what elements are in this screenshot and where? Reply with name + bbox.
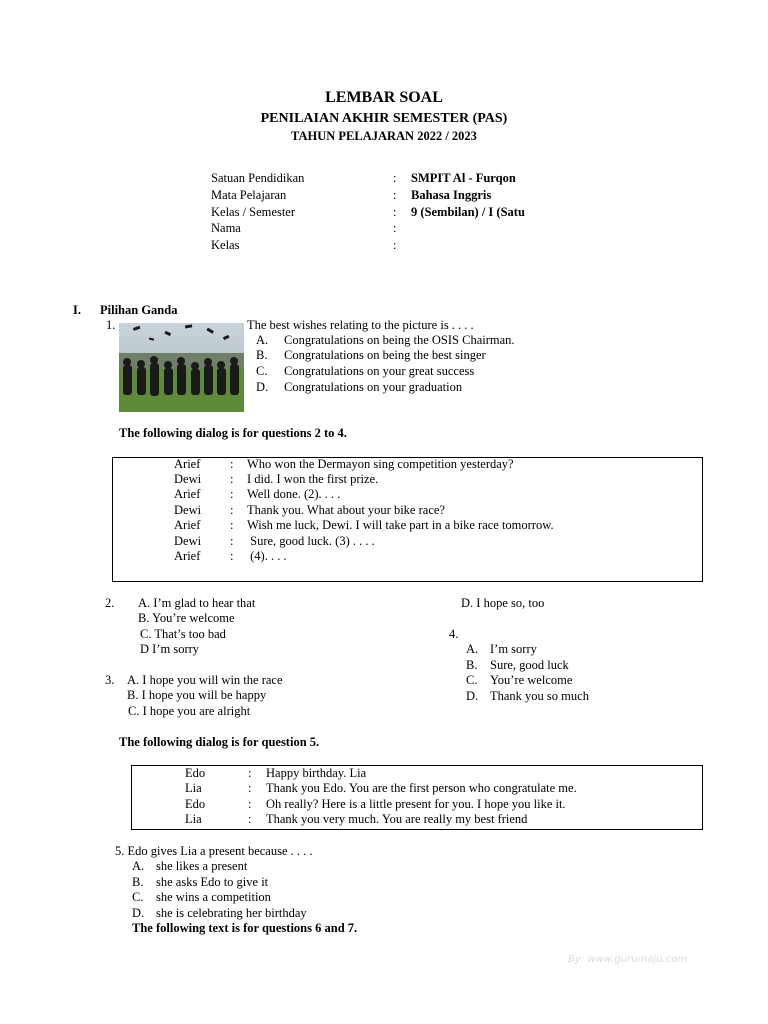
dialog-speaker: Dewi [174,503,202,517]
option-letter: C. [132,890,144,904]
question-number: 1. [106,318,116,332]
info-label: Satuan Pendidikan [211,171,305,185]
option-text: C. I hope you are alright [128,704,251,718]
option-letter: D. [466,689,479,703]
dialog-colon: : [230,487,234,501]
info-colon: : [393,205,397,219]
info-label: Kelas / Semester [211,205,296,219]
watermark: By: www.gurumaju.com [568,954,688,965]
option-text: C. That’s too bad [140,627,226,641]
info-value: 9 (Sembilan) / I (Satu [411,205,525,219]
question-number: 4. [449,627,459,641]
dialog-speaker: Arief [174,457,201,471]
option-text: Congratulations on being the best singer [284,348,486,362]
dialog-speaker: Lia [185,781,202,795]
dialog-speaker: Dewi [174,534,202,548]
dialog-colon: : [230,457,234,471]
dialog-speaker: Arief [174,549,201,563]
option-text: A. I hope you will win the race [127,673,283,687]
page-title: LEMBAR SOAL [325,89,443,106]
info-colon: : [393,171,397,185]
option-text: Congratulations on being the OSIS Chairman. [284,333,515,347]
option-letter: D. [132,906,145,920]
option-text: You’re welcome [490,673,573,687]
text-intro: The following text is for questions 6 and 7. [132,921,358,935]
option-letter: B. [256,348,268,362]
dialog-intro: The following dialog is for questions 2 to 4. [119,426,347,440]
option-letter: A. [466,642,479,656]
info-label: Nama [211,221,241,235]
dialog-speaker: Arief [174,487,201,501]
dialog-line: Wish me luck, Dewi. I will take part in a bike race tomorrow. [247,518,554,532]
dialog-speaker: Dewi [174,472,202,486]
section-title: Pilihan Ganda [100,303,178,317]
dialog-colon: : [248,812,252,826]
option-letter: C. [466,673,478,687]
option-text: D. I hope so, too [461,596,545,610]
option-text: she asks Edo to give it [156,875,269,889]
option-text: Sure, good luck [490,658,569,672]
option-text: Congratulations on your graduation [284,380,463,394]
dialog-speaker: Arief [174,518,201,532]
option-letter: B. [132,875,144,889]
dialog-line: Sure, good luck. (3) . . . . [247,534,375,548]
dialog-colon: : [248,781,252,795]
option-text: I’m sorry [490,642,537,656]
dialog-colon: : [230,518,234,532]
dialog-colon: : [230,503,234,517]
option-letter: A. [256,333,269,347]
page-subtitle: PENILAIAN AKHIR SEMESTER (PAS) [260,111,508,126]
option-letter: C. [256,364,268,378]
option-letter: A. [132,859,145,873]
school-year: TAHUN PELAJARAN 2022 / 2023 [291,129,477,143]
option-text: B. You’re welcome [138,611,235,625]
dialog-speaker: Lia [185,812,202,826]
dialog-speaker: Edo [185,766,206,780]
graduation-photo [119,323,244,412]
option-text: Thank you so much [490,689,589,703]
dialog-line: Thank you very much. You are really my best friend [266,812,528,826]
info-label: Mata Pelajaran [211,188,287,202]
dialog-colon: : [230,549,234,563]
option-text: A. I’m glad to hear that [138,596,256,610]
option-text: D I’m sorry [140,642,200,656]
question-text: The best wishes relating to the picture is . . . . [247,318,474,332]
info-colon: : [393,188,397,202]
dialog-intro: The following dialog is for question 5. [119,735,320,749]
option-letter: B. [466,658,478,672]
option-text: B. I hope you will be happy [127,688,267,702]
dialog-speaker: Edo [185,797,206,811]
dialog-colon: : [248,766,252,780]
option-text: Congratulations on your great success [284,364,475,378]
question-number: 2. [105,596,115,610]
dialog-line: Who won the Dermayon sing competition yesterday? [247,457,514,471]
dialog-colon: : [248,797,252,811]
question-text: 5. Edo gives Lia a present because . . . . [115,844,313,858]
dialog-line: Thank you. What about your bike race? [247,503,445,517]
info-value: SMPIT Al - Furqon [411,171,516,185]
info-colon: : [393,221,397,235]
dialog-line: Thank you Edo. You are the first person who congratulate me. [266,781,577,795]
dialog-line: Oh really? Here is a little present for you. I hope you like it. [266,797,566,811]
question-number: 3. [105,673,115,687]
option-text: she is celebrating her birthday [156,906,307,920]
dialog-colon: : [230,534,234,548]
option-letter: D. [256,380,269,394]
section-number: I. [73,303,81,317]
option-text: she likes a present [156,859,248,873]
info-label: Kelas [211,238,240,252]
info-value: Bahasa Inggris [411,188,492,202]
dialog-line: (4). . . . [247,549,287,563]
dialog-line: Happy birthday. Lia [266,766,367,780]
dialog-colon: : [230,472,234,486]
option-text: she wins a competition [156,890,271,904]
dialog-line: Well done. (2). . . . [247,487,341,501]
dialog-line: I did. I won the first prize. [247,472,379,486]
info-colon: : [393,238,397,252]
